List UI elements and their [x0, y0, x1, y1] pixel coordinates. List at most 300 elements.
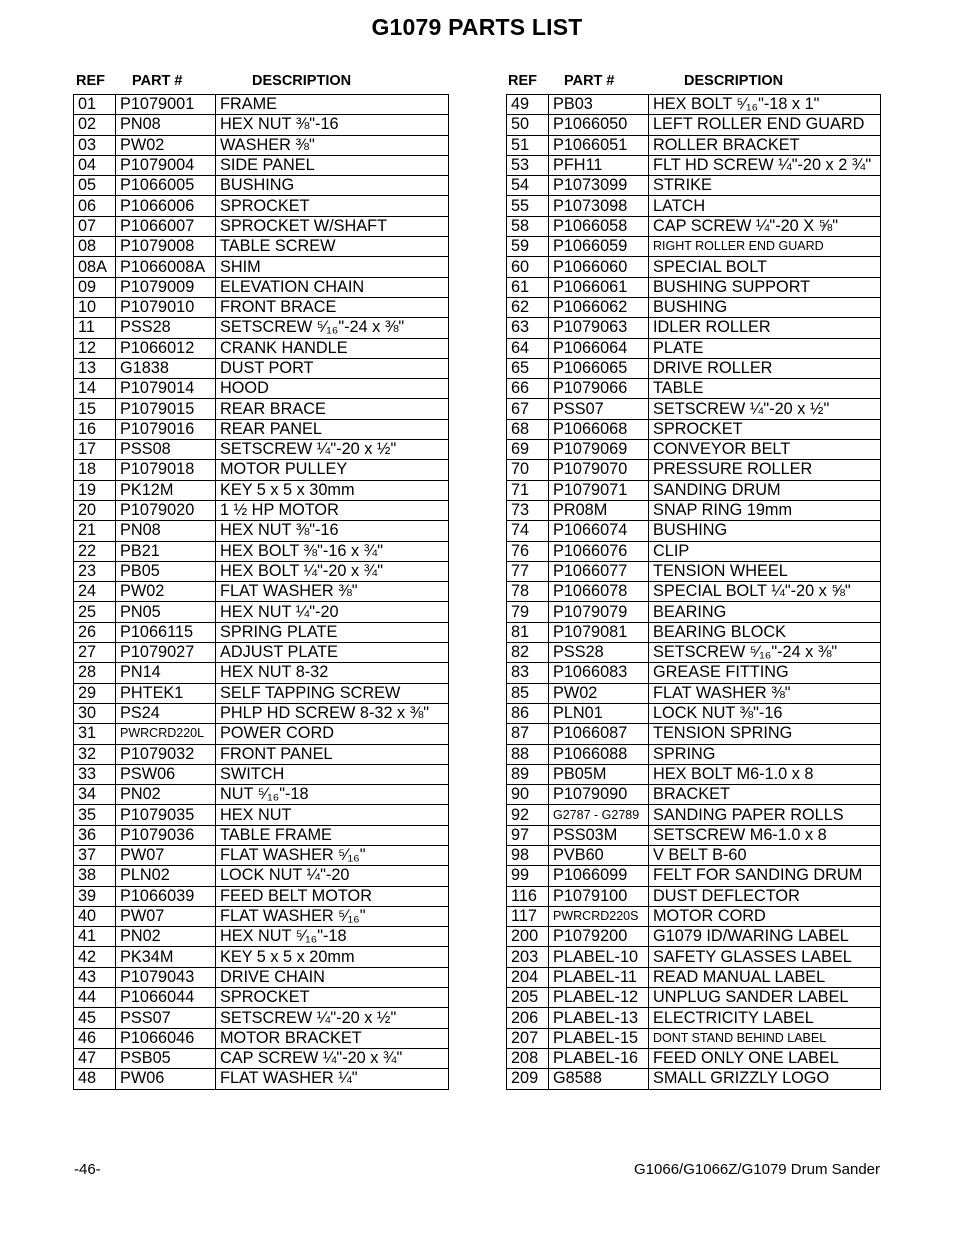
table-row	[74, 521, 449, 541]
ref-cell: 13	[74, 358, 116, 378]
description-cell: BUSHING	[649, 521, 881, 541]
table-row	[507, 683, 881, 703]
part-number-cell: P1079043	[116, 967, 216, 987]
ref-cell: 18	[74, 460, 116, 480]
ref-cell: 29	[74, 683, 116, 703]
part-number-cell: PB05M	[549, 764, 649, 784]
table-row	[507, 135, 881, 155]
ref-cell: 203	[507, 947, 549, 967]
description-cell: POWER CORD	[216, 724, 449, 744]
ref-cell: 50	[507, 115, 549, 135]
part-number-cell: P1079009	[116, 277, 216, 297]
table-row	[74, 764, 449, 784]
part-number-cell: P1079066	[549, 379, 649, 399]
table-row	[74, 358, 449, 378]
table-row	[507, 196, 881, 216]
part-number-cell: PSS03M	[549, 825, 649, 845]
table-row	[74, 257, 449, 277]
ref-cell: 46	[74, 1028, 116, 1048]
part-number-cell: PSS28	[549, 643, 649, 663]
ref-cell: 205	[507, 988, 549, 1008]
part-number-cell: P1079063	[549, 318, 649, 338]
header-description: DESCRIPTION	[684, 73, 784, 89]
description-cell: SPRING PLATE	[216, 622, 449, 642]
description-cell: KEY 5 x 5 x 30mm	[216, 480, 449, 500]
part-number-cell: PWRCRD220L	[116, 724, 216, 744]
description-cell: READ MANUAL LABEL	[649, 967, 881, 987]
description-cell: ELEVATION CHAIN	[216, 277, 449, 297]
description-cell: SETSCREW ¼"-20 x ½"	[216, 1008, 449, 1028]
part-number-cell: P1066065	[549, 358, 649, 378]
part-number-cell: PB21	[116, 541, 216, 561]
part-number-cell: PN08	[116, 115, 216, 135]
part-number-cell: P1079036	[116, 825, 216, 845]
table-row	[74, 805, 449, 825]
ref-cell: 41	[74, 927, 116, 947]
description-cell: LOCK NUT ¼"-20	[216, 866, 449, 886]
description-cell: SETSCREW ⁵⁄₁₆"-24 x ⅜"	[649, 643, 881, 663]
ref-cell: 22	[74, 541, 116, 561]
ref-cell: 21	[74, 521, 116, 541]
page-number: -46-	[74, 1161, 101, 1178]
ref-cell: 48	[74, 1069, 116, 1089]
ref-cell: 16	[74, 419, 116, 439]
part-number-cell: PLABEL-13	[549, 1008, 649, 1028]
left-parts-table	[73, 94, 449, 1090]
part-number-cell: PLABEL-12	[549, 988, 649, 1008]
part-number-cell: P1066050	[549, 115, 649, 135]
part-number-cell: PS24	[116, 703, 216, 723]
table-row	[507, 440, 881, 460]
part-number-cell: PN08	[116, 521, 216, 541]
ref-cell: 74	[507, 521, 549, 541]
ref-cell: 25	[74, 602, 116, 622]
description-cell: REAR PANEL	[216, 419, 449, 439]
ref-cell: 39	[74, 886, 116, 906]
table-row	[507, 602, 881, 622]
ref-cell: 23	[74, 561, 116, 581]
ref-cell: 04	[74, 155, 116, 175]
description-cell: BUSHING	[649, 297, 881, 317]
ref-cell: 83	[507, 663, 549, 683]
description-cell: DUST PORT	[216, 358, 449, 378]
table-row	[507, 115, 881, 135]
table-row	[507, 1069, 881, 1089]
table-row	[74, 176, 449, 196]
table-row	[74, 196, 449, 216]
ref-cell: 40	[74, 906, 116, 926]
ref-cell: 02	[74, 115, 116, 135]
description-cell: SANDING PAPER ROLLS	[649, 805, 881, 825]
table-row	[74, 480, 449, 500]
description-cell: DRIVE CHAIN	[216, 967, 449, 987]
ref-cell: 81	[507, 622, 549, 642]
description-cell: SNAP RING 19mm	[649, 500, 881, 520]
description-cell: FEED ONLY ONE LABEL	[649, 1048, 881, 1068]
ref-cell: 49	[507, 95, 549, 115]
left-column-headers	[74, 73, 449, 91]
table-row	[507, 866, 881, 886]
table-row	[507, 906, 881, 926]
description-cell: V BELT B-60	[649, 845, 881, 865]
part-number-cell: P1079032	[116, 744, 216, 764]
part-number-cell: P1079079	[549, 602, 649, 622]
ref-cell: 61	[507, 277, 549, 297]
ref-cell: 11	[74, 318, 116, 338]
table-row	[507, 176, 881, 196]
table-row	[507, 805, 881, 825]
description-cell: DONT STAND BEHIND LABEL	[649, 1028, 881, 1048]
ref-cell: 24	[74, 582, 116, 602]
description-cell: HEX BOLT M6-1.0 x 8	[649, 764, 881, 784]
description-cell: KEY 5 x 5 x 20mm	[216, 947, 449, 967]
ref-cell: 36	[74, 825, 116, 845]
ref-cell: 89	[507, 764, 549, 784]
table-row	[507, 277, 881, 297]
ref-cell: 54	[507, 176, 549, 196]
description-cell: SETSCREW M6-1.0 x 8	[649, 825, 881, 845]
table-row	[507, 988, 881, 1008]
description-cell: HEX NUT	[216, 805, 449, 825]
ref-cell: 78	[507, 582, 549, 602]
ref-cell: 30	[74, 703, 116, 723]
description-cell: HEX BOLT ⁵⁄₁₆"-18 x 1"	[649, 95, 881, 115]
part-number-cell: PN14	[116, 663, 216, 683]
part-number-cell: PW02	[116, 135, 216, 155]
table-row	[507, 460, 881, 480]
description-cell: BEARING BLOCK	[649, 622, 881, 642]
part-number-cell: P1079090	[549, 785, 649, 805]
ref-cell: 99	[507, 866, 549, 886]
table-row	[74, 155, 449, 175]
part-number-cell: P1079020	[116, 500, 216, 520]
ref-cell: 204	[507, 967, 549, 987]
description-cell: SPROCKET	[216, 988, 449, 1008]
header-part: PART #	[564, 73, 615, 89]
part-number-cell: P1066076	[549, 541, 649, 561]
description-cell: HOOD	[216, 379, 449, 399]
description-cell: FEED BELT MOTOR	[216, 886, 449, 906]
description-cell: ROLLER BRACKET	[649, 135, 881, 155]
description-cell: HEX NUT ⅜"-16	[216, 115, 449, 135]
description-cell: SPECIAL BOLT ¼"-20 x ⅝"	[649, 582, 881, 602]
part-number-cell: P1079010	[116, 297, 216, 317]
table-row	[507, 825, 881, 845]
table-row	[74, 703, 449, 723]
description-cell: MOTOR BRACKET	[216, 1028, 449, 1048]
description-cell: TABLE SCREW	[216, 237, 449, 257]
header-ref: REF	[76, 73, 105, 89]
ref-cell: 45	[74, 1008, 116, 1028]
description-cell: FLAT WASHER ¼"	[216, 1069, 449, 1089]
table-row	[507, 257, 881, 277]
table-row	[507, 561, 881, 581]
description-cell: TABLE FRAME	[216, 825, 449, 845]
ref-cell: 68	[507, 419, 549, 439]
part-number-cell: P1079200	[549, 927, 649, 947]
ref-cell: 55	[507, 196, 549, 216]
description-cell: FLAT WASHER ⁵⁄₁₆"	[216, 906, 449, 926]
description-cell: FLT HD SCREW ¼"-20 x 2 ¾"	[649, 155, 881, 175]
table-row	[507, 703, 881, 723]
part-number-cell: PN02	[116, 785, 216, 805]
description-cell: RIGHT ROLLER END GUARD	[649, 237, 881, 257]
ref-cell: 64	[507, 338, 549, 358]
part-number-cell: PK34M	[116, 947, 216, 967]
description-cell: SETSCREW ¼"-20 x ½"	[216, 440, 449, 460]
ref-cell: 44	[74, 988, 116, 1008]
table-row	[74, 967, 449, 987]
part-number-cell: P1066051	[549, 135, 649, 155]
ref-cell: 33	[74, 764, 116, 784]
ref-cell: 206	[507, 1008, 549, 1028]
table-row	[507, 947, 881, 967]
description-cell: DUST DEFLECTOR	[649, 886, 881, 906]
part-number-cell: PWRCRD220S	[549, 906, 649, 926]
ref-cell: 79	[507, 602, 549, 622]
description-cell: IDLER ROLLER	[649, 318, 881, 338]
table-row	[507, 419, 881, 439]
part-number-cell: P1066005	[116, 176, 216, 196]
ref-cell: 76	[507, 541, 549, 561]
part-number-cell: PW02	[549, 683, 649, 703]
ref-cell: 98	[507, 845, 549, 865]
description-cell: PLATE	[649, 338, 881, 358]
table-row	[507, 237, 881, 257]
ref-cell: 66	[507, 379, 549, 399]
part-number-cell: PN02	[116, 927, 216, 947]
part-number-cell: P1079081	[549, 622, 649, 642]
part-number-cell: P1079016	[116, 419, 216, 439]
table-row	[74, 115, 449, 135]
part-number-cell: P1066059	[549, 237, 649, 257]
description-cell: LOCK NUT ⅜"-16	[649, 703, 881, 723]
table-row	[74, 541, 449, 561]
description-cell: G1079 ID/WARING LABEL	[649, 927, 881, 947]
table-row	[507, 541, 881, 561]
table-row	[507, 845, 881, 865]
ref-cell: 15	[74, 399, 116, 419]
ref-cell: 32	[74, 744, 116, 764]
part-number-cell: P1066044	[116, 988, 216, 1008]
description-cell: FLAT WASHER ⅜"	[216, 582, 449, 602]
ref-cell: 209	[507, 1069, 549, 1089]
part-number-cell: PVB60	[549, 845, 649, 865]
part-number-cell: P1066046	[116, 1028, 216, 1048]
part-number-cell: P1079008	[116, 237, 216, 257]
ref-cell: 207	[507, 1028, 549, 1048]
description-cell: SAFETY GLASSES LABEL	[649, 947, 881, 967]
description-cell: BRACKET	[649, 785, 881, 805]
part-number-cell: PLN01	[549, 703, 649, 723]
part-number-cell: P1066074	[549, 521, 649, 541]
description-cell: STRIKE	[649, 176, 881, 196]
table-row	[507, 297, 881, 317]
ref-cell: 28	[74, 663, 116, 683]
ref-cell: 82	[507, 643, 549, 663]
part-number-cell: P1066062	[549, 297, 649, 317]
description-cell: CAP SCREW ¼"-20 X ⅝"	[649, 216, 881, 236]
ref-cell: 10	[74, 297, 116, 317]
right-parts-table	[506, 94, 881, 1090]
part-number-cell: P1079001	[116, 95, 216, 115]
part-number-cell: PLABEL-11	[549, 967, 649, 987]
description-cell: FLAT WASHER ⁵⁄₁₆"	[216, 845, 449, 865]
description-cell: DRIVE ROLLER	[649, 358, 881, 378]
part-number-cell: PLABEL-15	[549, 1028, 649, 1048]
ref-cell: 03	[74, 135, 116, 155]
description-cell: PHLP HD SCREW 8-32 x ⅜"	[216, 703, 449, 723]
table-row	[507, 764, 881, 784]
description-cell: HEX NUT 8-32	[216, 663, 449, 683]
table-row	[74, 724, 449, 744]
ref-cell: 71	[507, 480, 549, 500]
part-number-cell: P1073098	[549, 196, 649, 216]
part-number-cell: PLN02	[116, 866, 216, 886]
part-number-cell: P1066007	[116, 216, 216, 236]
part-number-cell: PW07	[116, 906, 216, 926]
part-number-cell: G2787 - G2789	[549, 805, 649, 825]
table-row	[74, 663, 449, 683]
ref-cell: 27	[74, 643, 116, 663]
table-row	[507, 155, 881, 175]
ref-cell: 38	[74, 866, 116, 886]
description-cell: BEARING	[649, 602, 881, 622]
description-cell: SHIM	[216, 257, 449, 277]
description-cell: TENSION SPRING	[649, 724, 881, 744]
part-number-cell: P1066064	[549, 338, 649, 358]
table-row	[74, 947, 449, 967]
table-row	[507, 1008, 881, 1028]
header-ref: REF	[508, 73, 537, 89]
ref-cell: 77	[507, 561, 549, 581]
description-cell: TABLE	[649, 379, 881, 399]
table-row	[507, 358, 881, 378]
table-row	[507, 1048, 881, 1068]
table-row	[74, 1008, 449, 1028]
part-number-cell: P1079100	[549, 886, 649, 906]
part-number-cell: P1066078	[549, 582, 649, 602]
description-cell: FRONT PANEL	[216, 744, 449, 764]
ref-cell: 58	[507, 216, 549, 236]
table-row	[74, 582, 449, 602]
ref-cell: 65	[507, 358, 549, 378]
table-row	[74, 399, 449, 419]
part-number-cell: PHTEK1	[116, 683, 216, 703]
ref-cell: 73	[507, 500, 549, 520]
part-number-cell: P1066060	[549, 257, 649, 277]
part-number-cell: PLABEL-16	[549, 1048, 649, 1068]
ref-cell: 117	[507, 906, 549, 926]
description-cell: SANDING DRUM	[649, 480, 881, 500]
table-row	[507, 480, 881, 500]
part-number-cell: P1066077	[549, 561, 649, 581]
part-number-cell: P1079070	[549, 460, 649, 480]
ref-cell: 63	[507, 318, 549, 338]
ref-cell: 59	[507, 237, 549, 257]
table-row	[507, 379, 881, 399]
table-row	[74, 297, 449, 317]
table-row	[74, 1048, 449, 1068]
table-row	[507, 318, 881, 338]
ref-cell: 01	[74, 95, 116, 115]
ref-cell: 87	[507, 724, 549, 744]
part-number-cell: PFH11	[549, 155, 649, 175]
part-number-cell: PSS07	[549, 399, 649, 419]
ref-cell: 69	[507, 440, 549, 460]
ref-cell: 67	[507, 399, 549, 419]
description-cell: CRANK HANDLE	[216, 338, 449, 358]
table-row	[74, 845, 449, 865]
ref-cell: 08	[74, 237, 116, 257]
table-row	[74, 602, 449, 622]
table-row	[507, 663, 881, 683]
part-number-cell: P1066115	[116, 622, 216, 642]
table-row	[74, 237, 449, 257]
ref-cell: 12	[74, 338, 116, 358]
table-row	[74, 643, 449, 663]
table-row	[507, 967, 881, 987]
ref-cell: 17	[74, 440, 116, 460]
table-row	[507, 622, 881, 642]
header-part: PART #	[132, 73, 183, 89]
part-number-cell: G8588	[549, 1069, 649, 1089]
table-row	[507, 724, 881, 744]
description-cell: LATCH	[649, 196, 881, 216]
part-number-cell: PSB05	[116, 1048, 216, 1068]
page-title: G1079 PARTS LIST	[371, 14, 583, 40]
table-row	[74, 277, 449, 297]
table-row	[74, 927, 449, 947]
description-cell: CONVEYOR BELT	[649, 440, 881, 460]
table-row	[507, 500, 881, 520]
ref-cell: 62	[507, 297, 549, 317]
description-cell: FELT FOR SANDING DRUM	[649, 866, 881, 886]
description-cell: HEX BOLT ⅜"-16 x ¾"	[216, 541, 449, 561]
ref-cell: 09	[74, 277, 116, 297]
description-cell: UNPLUG SANDER LABEL	[649, 988, 881, 1008]
description-cell: SELF TAPPING SCREW	[216, 683, 449, 703]
part-number-cell: PW06	[116, 1069, 216, 1089]
part-number-cell: P1079071	[549, 480, 649, 500]
description-cell: HEX NUT ⁵⁄₁₆"-18	[216, 927, 449, 947]
part-number-cell: P1066008A	[116, 257, 216, 277]
description-cell: HEX NUT ¼"-20	[216, 602, 449, 622]
table-row	[74, 825, 449, 845]
ref-cell: 85	[507, 683, 549, 703]
table-row	[74, 500, 449, 520]
description-cell: FRAME	[216, 95, 449, 115]
ref-cell: 26	[74, 622, 116, 642]
part-number-cell: P1066088	[549, 744, 649, 764]
table-row	[74, 419, 449, 439]
table-row	[74, 988, 449, 1008]
description-cell: FRONT BRACE	[216, 297, 449, 317]
table-row	[74, 886, 449, 906]
description-cell: HEX NUT ⅜"-16	[216, 521, 449, 541]
part-number-cell: PSW06	[116, 764, 216, 784]
description-cell: SPROCKET W/SHAFT	[216, 216, 449, 236]
part-number-cell: P1066068	[549, 419, 649, 439]
table-row	[507, 886, 881, 906]
part-number-cell: PLABEL-10	[549, 947, 649, 967]
ref-cell: 06	[74, 196, 116, 216]
ref-cell: 14	[74, 379, 116, 399]
description-cell: ELECTRICITY LABEL	[649, 1008, 881, 1028]
description-cell: SWITCH	[216, 764, 449, 784]
ref-cell: 200	[507, 927, 549, 947]
part-number-cell: P1079027	[116, 643, 216, 663]
